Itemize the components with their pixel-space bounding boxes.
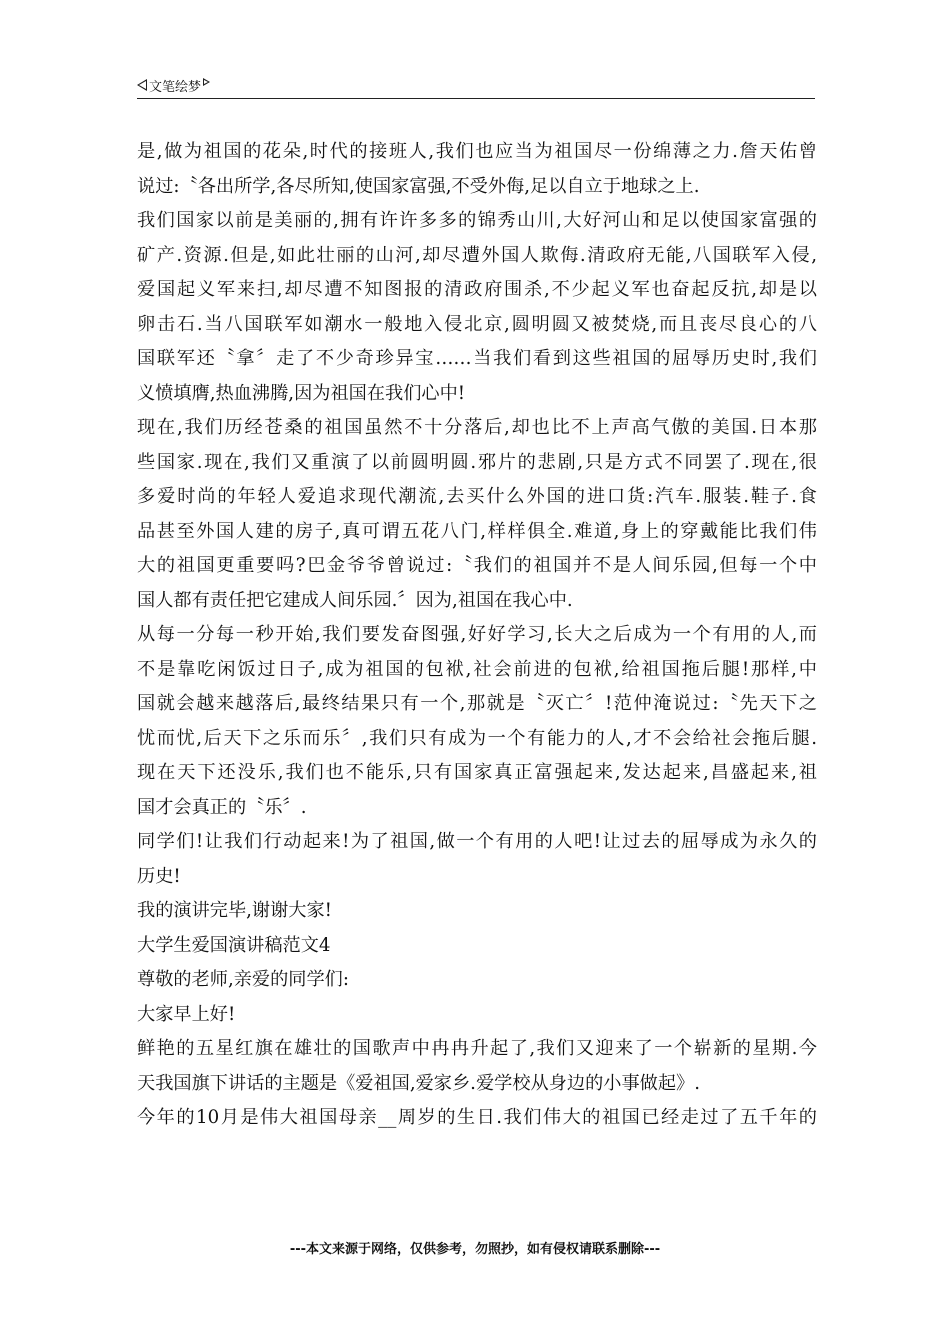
text-line: 大家早上好! <box>137 1003 236 1025</box>
text-line: 天我国旗下讲话的主题是《爱祖国,爱家乡.爱学校从身边的小事做起》. <box>137 1072 700 1094</box>
text-line: 义愤填膺,热血沸腾,因为祖国在我们心中! <box>137 382 466 404</box>
text-line: 说过:〝各出所学,各尽所知,使国家富强,不受外侮,足以自立于地球之上. <box>137 175 700 197</box>
text-line: 我的演讲完毕,谢谢大家! <box>137 900 332 921</box>
footer-disclaimer: ---本文来源于网络，仅供参考，勿照抄，如有侵权请联系删除--- <box>289 1242 661 1257</box>
document-body <box>137 135 817 1136</box>
text-line: 大学生爱国演讲稿范文4 <box>137 934 331 956</box>
text-line: 些国家.现在,我们又重演了以前圆明圆.邪片的悲剧,只是方式不同罢了.现在,很 <box>137 451 817 473</box>
text-line: 国就会越来越落后,最终结果只有一个,那就是〝灭亡〞!范仲淹说过:〝先天下之 <box>137 693 817 714</box>
text-line: 历史! <box>137 865 181 887</box>
text-line: 爱国起义军来扫,却尽遭不知图报的清政府围杀,不少起义军也奋起反抗,却是以 <box>137 279 817 300</box>
text-line: 大的祖国更重要吗?巴金爷爷曾说过:〝我们的祖国并不是人间乐园,但每一个中 <box>137 555 817 576</box>
text-line: 尊敬的老师,亲爱的同学们: <box>137 969 349 990</box>
text-line: 国人都有责任把它建成人间乐园.〞因为,祖国在我心中. <box>137 589 573 611</box>
text-line: 现在,我们历经苍桑的祖国虽然不十分落后,却也比不上声高气傲的美国.日本那 <box>137 417 817 438</box>
text-line: 国才会真正的〝乐〞. <box>137 796 307 818</box>
left-triangle-icon <box>137 79 147 91</box>
text-line: 卵击石.当八国联军如潮水一般地入侵北京,圆明圆又被焚烧,而且丧尽良心的八 <box>137 313 817 335</box>
text-line: 国联军还〝拿〞走了不少奇珍异宝……当我们看到这些祖国的屈辱历史时,我们 <box>137 348 817 369</box>
text-line: 从每一分每一秒开始,我们要发奋图强,好好学习,长大之后成为一个有用的人,而 <box>137 624 817 645</box>
text-line: 矿产.资源.但是,如此壮丽的山河,却尽遭外国人欺侮.清政府无能,八国联军入侵, <box>137 244 817 266</box>
right-triangle-icon <box>203 78 210 86</box>
text-line: 同学们!让我们行动起来!为了祖国,做一个有用的人吧!让过去的屈辱成为永久的 <box>137 831 817 852</box>
text-line: 鲜艳的五星红旗在雄壮的国歌声中冉冉升起了,我们又迎来了一个崭新的星期.今 <box>137 1038 817 1059</box>
page-header <box>137 76 815 99</box>
text-line: 品甚至外国人建的房子,真可谓五花八门,样样俱全.难道,身上的穿戴能比我们伟 <box>137 520 817 542</box>
text-line: 多爱时尚的年轻人爱追求现代潮流,去买什么外国的进口货:汽车.服装.鞋子.食 <box>137 486 817 507</box>
text-line: 是,做为祖国的花朵,时代的接班人,我们也应当为祖国尽一份绵薄之力.詹天佑曾 <box>137 141 817 162</box>
text-line: 现在天下还没乐,我们也不能乐,只有国家真正富强起来,发达起来,昌盛起来,祖 <box>137 762 817 783</box>
text-line: 我们国家以前是美丽的,拥有许许多多的锦秀山川,大好河山和足以使国家富强的 <box>137 210 817 231</box>
text-line: 忧而忧,后天下之乐而乐〞,我们只有成为一个有能力的人,才不会给社会拖后腿. <box>137 727 817 749</box>
header-title: 文笔绘梦 <box>149 79 202 95</box>
text-line: 今年的10月是伟大祖国母亲__周岁的生日.我们伟大的祖国已经走过了五千年的 <box>137 1107 817 1128</box>
text-line: 不是靠吃闲饭过日子,成为祖国的包袱,社会前进的包袱,给祖国拖后腿!那样,中 <box>137 658 817 680</box>
header-brand <box>137 76 815 94</box>
